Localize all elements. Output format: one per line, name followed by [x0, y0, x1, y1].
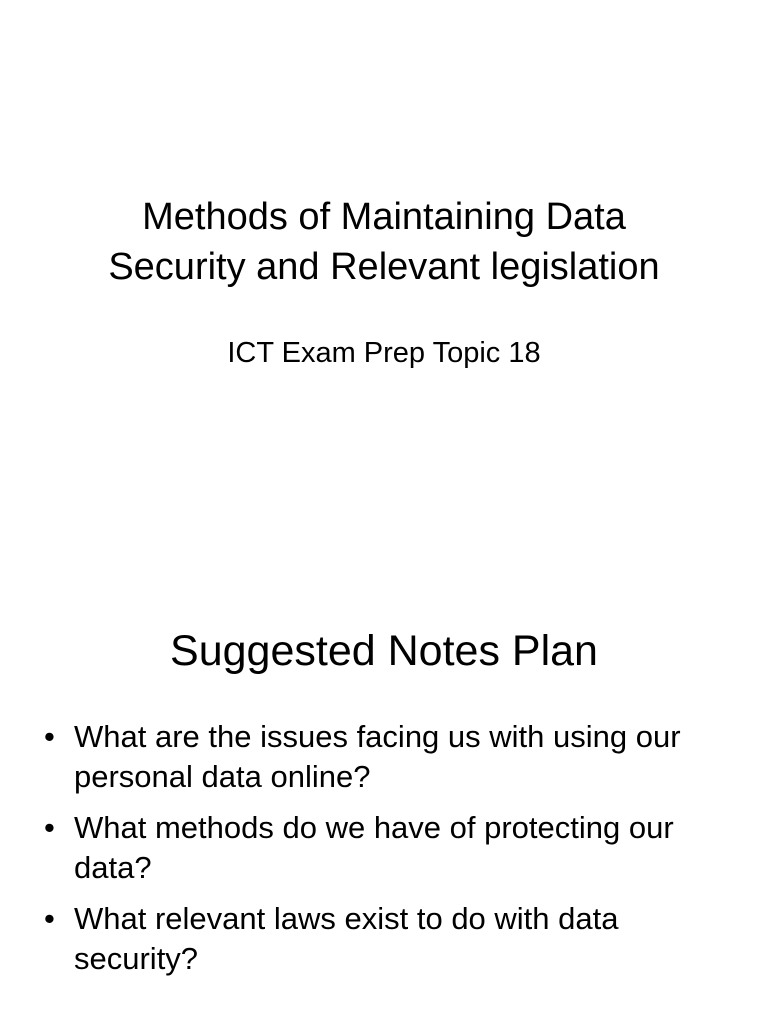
bullet-icon: •: [44, 901, 55, 936]
slide-title-line-1: Methods of Maintaining Data: [142, 196, 626, 238]
bullet-text: What relevant laws exist to do with data security?: [74, 901, 619, 976]
bullet-text: What are the issues facing us with using our personal data online?: [74, 719, 681, 794]
bullet-item: [44, 717, 724, 797]
slide-title-line-2: Security and Relevant legislation: [108, 246, 660, 288]
bullet-icon: •: [44, 719, 55, 754]
bullet-item: [44, 808, 724, 888]
notes-plan-title: Suggested Notes Plan: [170, 627, 598, 675]
bullet-item: [44, 899, 724, 979]
bullet-icon: •: [44, 810, 55, 845]
bullet-text: What methods do we have of protecting our data?: [74, 810, 674, 885]
slide-subtitle: ICT Exam Prep Topic 18: [227, 337, 541, 369]
slide-title: [0, 192, 768, 292]
bullet-list: [44, 717, 724, 990]
notes-plan-slide: [0, 512, 768, 1024]
